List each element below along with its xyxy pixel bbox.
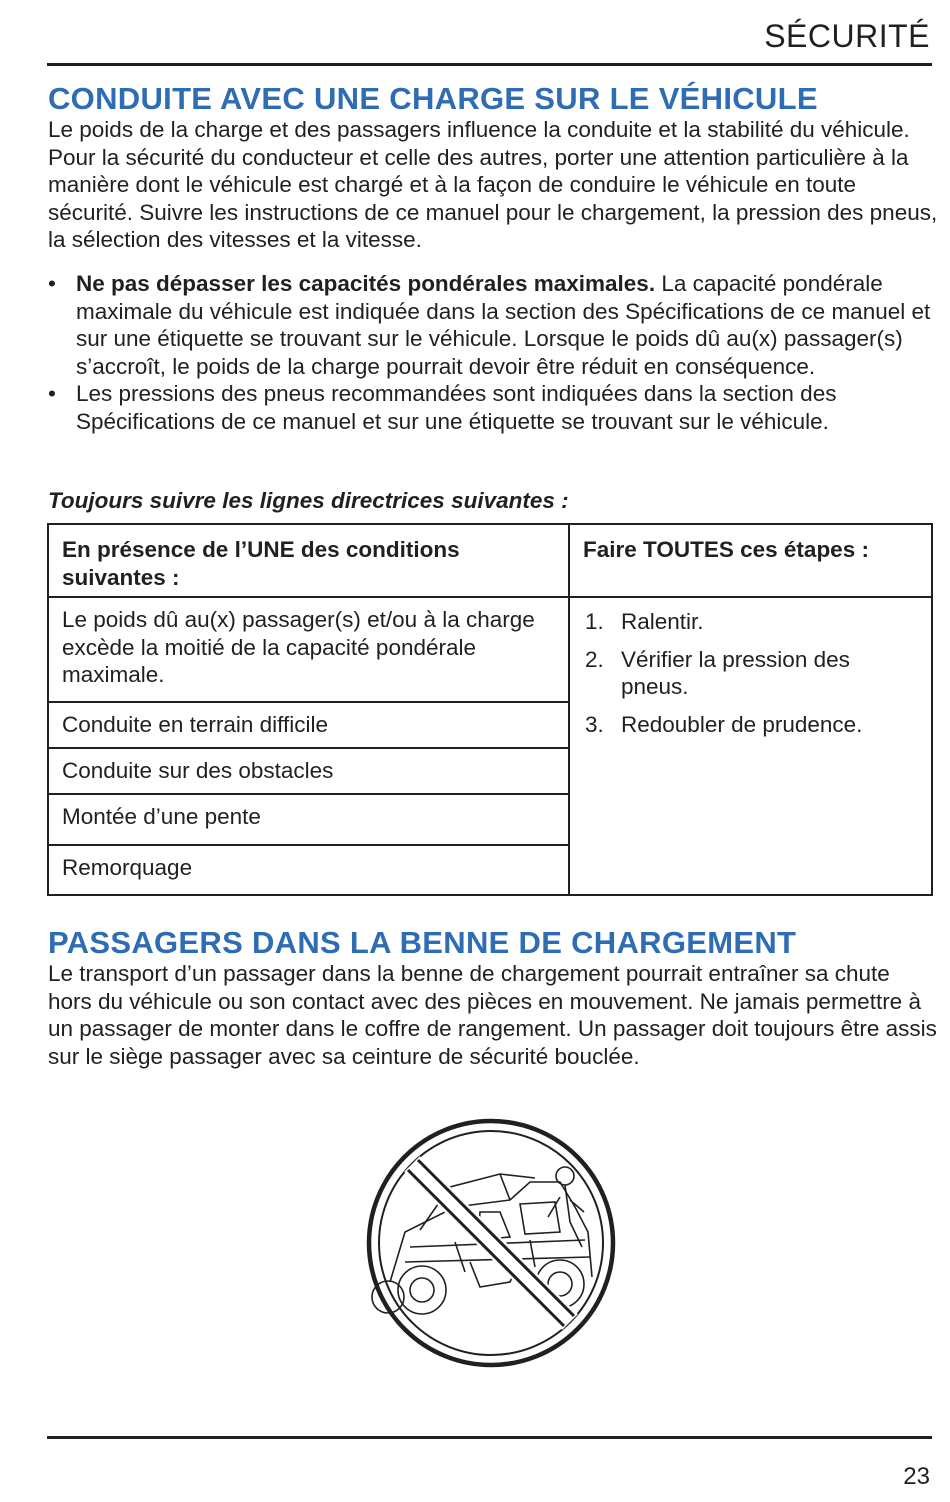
condition-cell: Montée d’une pente — [48, 794, 569, 845]
condition-cell: Remorquage — [48, 845, 569, 895]
section-heading-passengers: PASSAGERS DANS LA BENNE DE CHARGEMENT — [48, 925, 797, 960]
bullet-bold-text: Ne pas dépasser les capacités pondérales maximales. — [76, 271, 656, 296]
step-text: Ralentir. — [621, 609, 704, 634]
step-text: Redoubler de prudence. — [621, 711, 863, 737]
guideline-caption: Toujours suivre les lignes directrices suivantes : — [48, 488, 569, 513]
step-number: 2. — [585, 646, 604, 672]
bullet-item — [48, 380, 933, 435]
page-header-title: SÉCURITÉ — [764, 18, 930, 54]
conditions-table — [47, 523, 933, 896]
table-header-steps: Faire TOUTES ces étapes : — [569, 524, 932, 597]
intro-paragraph: Le poids de la charge et des passagers influence la conduite et la stabilité du véhicule. Pour la sécurité du conducteur et celle des autres, porter une attention particulière à la manière dont le véhicule est chargé et à la façon de conduire le véhicule en toute sécurité. Suivre les instructions de ce manuel pour le chargement, la pression des pneus, la sélection des vitesses et la vitesse. — [48, 117, 938, 252]
bullet-dot: • — [48, 271, 56, 296]
step-number: 1. — [585, 609, 604, 634]
step-text: Vérifier la pression des pneus. — [621, 646, 850, 699]
table-header-conditions: En présence de l’UNE des conditions suivantes : — [48, 524, 569, 597]
steps-list — [583, 608, 918, 738]
step-item — [583, 711, 918, 739]
bullet-dot: • — [48, 381, 56, 406]
table-row — [48, 597, 932, 702]
passenger-paragraph: Le transport d’un passager dans la benne de chargement pourrait entraîner sa chute hors du véhicule ou son contact avec des pièces en mouvement. Ne jamais permettre à un passager de monter dans le coffre de rangement. Un passager doit toujours être assis sur le siège passager avec sa ceinture de sécurité bouclée. — [48, 961, 937, 1069]
prohibition-illustration — [360, 1112, 622, 1374]
table-header-row — [48, 524, 932, 597]
bullet-item — [48, 270, 933, 380]
condition-cell: Le poids dû au(x) passager(s) et/ou à la charge excède la moitié de la capacité pondérale maximale. — [48, 597, 569, 702]
step-number: 3. — [585, 711, 604, 737]
steps-cell — [569, 597, 932, 895]
bullet-list — [48, 270, 933, 435]
step-item — [583, 608, 918, 636]
bullet-text: La capacité pondérale maximale du véhicule est indiquée dans la section des Spécifications de ce manuel et sur une étiquette se trouvant sur le véhicule. Lorsque le poids dû au(x) passager(s) s’accroît, le poids de la charge pourrait devoir être réduit en conséquence. — [76, 271, 931, 379]
bullet-text: Les pressions des pneus recommandées sont indiquées dans la section des Spécifications de ce manuel et sur une étiquette se trouvant sur le véhicule. — [76, 381, 837, 434]
condition-cell: Conduite sur des obstacles — [48, 748, 569, 794]
page-number: 23 — [903, 1463, 930, 1490]
top-divider — [47, 63, 932, 66]
step-item — [583, 646, 918, 701]
condition-cell: Conduite en terrain difficile — [48, 702, 569, 748]
section-heading-load: CONDUITE AVEC UNE CHARGE SUR LE VÉHICULE — [48, 81, 818, 116]
bottom-divider — [47, 1436, 932, 1439]
no-passenger-in-cargo-bed-icon — [360, 1112, 622, 1374]
